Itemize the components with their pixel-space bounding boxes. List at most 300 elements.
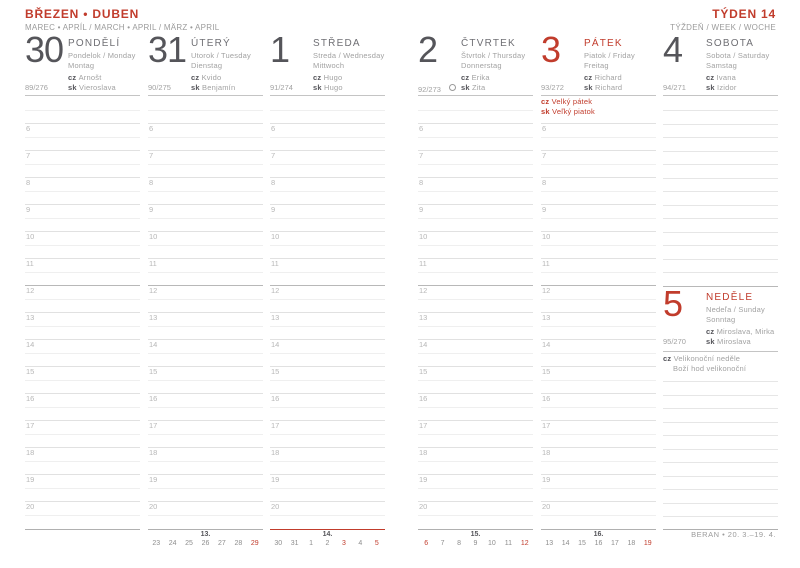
mini-calendar-week-label: 15. — [470, 531, 481, 538]
half-hour-line — [418, 353, 533, 354]
hour-label: 11 — [419, 259, 427, 268]
hour-line — [418, 420, 533, 421]
half-hour-line — [25, 218, 140, 219]
hour-label: 16 — [149, 394, 158, 403]
half-hour-line — [270, 353, 385, 354]
hour-line — [418, 258, 533, 259]
hour-line — [25, 231, 140, 232]
half-hour-line — [25, 380, 140, 381]
hour-line — [270, 231, 385, 232]
nameday-prefix: cz — [584, 73, 595, 82]
half-hour-line — [270, 110, 385, 111]
hour-label: 16 — [271, 394, 280, 403]
note-line — [663, 137, 778, 138]
hour-label: 17 — [271, 421, 280, 430]
note-line — [663, 164, 778, 165]
hour-line — [148, 177, 263, 178]
hour-line — [148, 420, 263, 421]
nameday-prefix: sk — [706, 83, 718, 92]
hour-label: 8 — [26, 178, 31, 187]
mini-calendar-day: 3 — [341, 540, 346, 547]
half-hour-line — [148, 380, 263, 381]
hour-line — [148, 123, 263, 124]
note-line — [663, 218, 778, 219]
half-hour-line — [541, 488, 656, 489]
mini-calendar-day: 12 — [520, 540, 529, 547]
hour-label: 12 — [542, 286, 551, 295]
holiday-name: Velikonoční neděle — [673, 354, 741, 363]
nameday-prefix: cz — [706, 73, 717, 82]
hour-label: 7 — [26, 151, 31, 160]
nameday-row — [313, 74, 342, 83]
day-header-divider — [25, 95, 140, 96]
holiday-label — [673, 365, 746, 374]
hour-label: 9 — [419, 205, 424, 214]
nameday-prefix: sk — [313, 83, 325, 92]
hour-label: 13 — [149, 313, 158, 322]
holiday-label — [663, 355, 740, 364]
nameday-name: Arnošt — [78, 73, 102, 82]
day-name-intl: Piatok / Friday — [584, 51, 635, 60]
half-hour-line — [25, 515, 140, 516]
hour-line — [148, 366, 263, 367]
hour-label: 19 — [149, 475, 158, 484]
hour-label: 8 — [149, 178, 154, 187]
hour-line — [418, 312, 533, 313]
half-hour-line — [270, 245, 385, 246]
day-name: PÁTEK — [584, 38, 623, 49]
hour-label: 18 — [26, 448, 35, 457]
hour-label: 8 — [419, 178, 424, 187]
half-hour-line — [25, 488, 140, 489]
hour-line — [25, 150, 140, 151]
hour-label: 14 — [26, 340, 35, 349]
hour-label: 11 — [271, 259, 279, 268]
nameday-prefix: sk — [68, 83, 80, 92]
hour-label: 6 — [542, 124, 547, 133]
hour-line — [541, 231, 656, 232]
hour-label: 15 — [419, 367, 428, 376]
day-number: 30 — [25, 29, 64, 70]
half-hour-line — [148, 461, 263, 462]
hour-label: 9 — [271, 205, 276, 214]
hour-label: 6 — [419, 124, 424, 133]
mini-calendar-day: 23 — [152, 540, 161, 547]
mini-calendar-day: 16 — [594, 540, 603, 547]
half-hour-line — [148, 272, 263, 273]
half-hour-line — [148, 407, 263, 408]
day-name-german: Montag — [68, 61, 95, 70]
nameday-name: Benjamín — [202, 83, 236, 92]
hour-line — [541, 204, 656, 205]
hour-line — [418, 231, 533, 232]
hour-label: 20 — [271, 502, 280, 511]
half-hour-line — [418, 245, 533, 246]
hour-line — [148, 231, 263, 232]
note-line — [663, 489, 778, 490]
day-header-divider — [541, 95, 656, 96]
mini-calendar-day: 18 — [627, 540, 636, 547]
mini-calendar-day: 24 — [168, 540, 177, 547]
half-hour-line — [270, 434, 385, 435]
hour-line — [148, 258, 263, 259]
hour-label: 17 — [26, 421, 35, 430]
hour-line — [148, 474, 263, 475]
half-hour-line — [541, 326, 656, 327]
day-name-german: Donnerstag — [461, 61, 502, 70]
week-subtitle: TÝŽDEŇ / WEEK / WOCHE — [670, 23, 776, 32]
hour-line — [418, 447, 533, 448]
half-hour-line — [418, 137, 533, 138]
day-header-divider — [270, 95, 385, 96]
hour-label: 15 — [542, 367, 551, 376]
mini-calendar-day: 1 — [309, 540, 313, 547]
day-of-year: 90/275 — [148, 83, 171, 92]
hour-line — [25, 366, 140, 367]
nameday-name: Zita — [472, 83, 486, 92]
half-hour-line — [418, 272, 533, 273]
mini-calendar-day: 17 — [611, 540, 619, 547]
nameday-name: Richard — [594, 73, 622, 82]
day-name-german: Samstag — [706, 61, 737, 70]
mini-calendar-day: 25 — [185, 540, 193, 547]
hour-line — [25, 204, 140, 205]
half-hour-line — [418, 110, 533, 111]
hour-label: 19 — [271, 475, 280, 484]
nameday-row — [461, 74, 490, 83]
hour-label: 14 — [419, 340, 428, 349]
hour-label: 15 — [271, 367, 280, 376]
half-hour-line — [148, 245, 263, 246]
mini-calendar-day: 28 — [234, 540, 243, 547]
day-number: 1 — [270, 29, 290, 70]
nameday-row — [706, 338, 751, 347]
half-hour-line — [148, 353, 263, 354]
half-hour-line — [148, 191, 263, 192]
hour-line — [418, 339, 533, 340]
note-line — [663, 245, 778, 246]
half-hour-line — [418, 191, 533, 192]
half-hour-line — [148, 326, 263, 327]
month-subtitle: MAREC • APRÍL / MARCH • APRIL / MÄRZ • APRIL — [25, 23, 220, 32]
hour-label: 17 — [542, 421, 551, 430]
note-line — [663, 205, 778, 206]
day-header-divider — [663, 95, 778, 96]
nameday-prefix: cz — [313, 73, 324, 82]
hour-line — [541, 339, 656, 340]
note-line — [663, 422, 778, 423]
hour-label: 13 — [419, 313, 428, 322]
hour-label: 7 — [271, 151, 276, 160]
note-line — [663, 516, 778, 517]
week-title: TÝDEN 14 — [712, 7, 776, 21]
day-name-intl: Nedeľa / Sunday — [706, 305, 765, 314]
hour-label: 20 — [419, 502, 428, 511]
day-number: 2 — [418, 29, 438, 70]
half-hour-line — [270, 191, 385, 192]
nameday-row — [584, 84, 622, 93]
hour-line — [25, 447, 140, 448]
hour-line — [148, 312, 263, 313]
nameday-row — [313, 84, 343, 93]
half-hour-line — [270, 488, 385, 489]
half-hour-line — [541, 380, 656, 381]
half-hour-line — [541, 137, 656, 138]
half-hour-line — [418, 461, 533, 462]
half-hour-line — [25, 272, 140, 273]
hour-line — [270, 339, 385, 340]
hour-line — [418, 501, 533, 502]
day-of-year: 89/276 — [25, 83, 48, 92]
half-hour-line — [270, 272, 385, 273]
half-hour-line — [541, 272, 656, 273]
day-number: 5 — [663, 283, 683, 324]
nameday-prefix: cz — [191, 73, 202, 82]
mini-calendar-day: 14 — [561, 540, 570, 547]
half-hour-line — [270, 515, 385, 516]
hour-line — [148, 204, 263, 205]
mini-calendar-day: 29 — [250, 540, 259, 547]
half-hour-line — [25, 407, 140, 408]
day-name: STŘEDA — [313, 38, 361, 49]
note-line — [663, 503, 778, 504]
hour-line — [541, 177, 656, 178]
day-name-german: Freitag — [584, 61, 609, 70]
mini-calendar-day: 27 — [218, 540, 226, 547]
day-name: SOBOTA — [706, 38, 755, 49]
hour-label: 19 — [26, 475, 35, 484]
day-name: NEDĚLE — [706, 292, 754, 303]
hour-label: 10 — [542, 232, 551, 241]
day-name-german: Mittwoch — [313, 61, 345, 70]
hour-line — [148, 501, 263, 502]
day-of-year: 95/270 — [663, 337, 686, 346]
hour-line — [270, 366, 385, 367]
mini-calendar-day: 10 — [488, 540, 496, 547]
half-hour-line — [25, 245, 140, 246]
day-header-divider — [663, 351, 778, 352]
hour-label: 18 — [542, 448, 551, 457]
half-hour-line — [418, 380, 533, 381]
holiday-prefix: cz — [541, 97, 552, 106]
half-hour-line — [418, 164, 533, 165]
hour-label: 12 — [26, 286, 35, 295]
hour-label: 15 — [149, 367, 158, 376]
hour-label: 19 — [419, 475, 428, 484]
hour-line — [418, 285, 533, 286]
moon-phase-icon — [449, 84, 456, 91]
half-hour-line — [541, 299, 656, 300]
nameday-prefix: sk — [584, 83, 596, 92]
holiday-label — [541, 108, 595, 117]
day-name: PONDĚLÍ — [68, 38, 121, 49]
half-hour-line — [148, 110, 263, 111]
hour-line — [25, 312, 140, 313]
half-hour-line — [418, 488, 533, 489]
nameday-name: Ivana — [716, 73, 736, 82]
mini-calendar-day: 15 — [578, 540, 586, 547]
hour-label: 18 — [271, 448, 280, 457]
hour-label: 20 — [542, 502, 551, 511]
note-line — [663, 381, 778, 382]
day-number: 4 — [663, 29, 683, 70]
note-line — [663, 435, 778, 436]
hour-label: 7 — [419, 151, 424, 160]
hour-line — [270, 123, 385, 124]
column-bottom-line — [541, 529, 656, 530]
note-line — [663, 449, 778, 450]
half-hour-line — [418, 515, 533, 516]
column-bottom-line — [25, 529, 140, 530]
nameday-name: Vieroslava — [79, 83, 116, 92]
day-header-divider — [148, 95, 263, 96]
half-hour-line — [541, 164, 656, 165]
mini-calendar-week-label: 14. — [322, 531, 333, 538]
half-hour-line — [25, 353, 140, 354]
mini-calendar-day: 4 — [358, 540, 363, 547]
hour-label: 10 — [149, 232, 158, 241]
half-hour-line — [270, 137, 385, 138]
hour-label: 6 — [271, 124, 276, 133]
hour-line — [541, 447, 656, 448]
hour-line — [148, 393, 263, 394]
mini-calendar-day: 9 — [473, 540, 478, 547]
half-hour-line — [148, 515, 263, 516]
half-hour-line — [270, 164, 385, 165]
hour-line — [25, 123, 140, 124]
nameday-name: Miroslava, Mirka — [716, 327, 775, 336]
half-hour-line — [418, 218, 533, 219]
nameday-row — [68, 74, 102, 83]
hour-line — [541, 285, 656, 286]
nameday-prefix: cz — [68, 73, 79, 82]
column-bottom-line — [148, 529, 263, 530]
hour-label: 19 — [542, 475, 551, 484]
note-line — [663, 259, 778, 260]
hour-line — [418, 123, 533, 124]
half-hour-line — [25, 299, 140, 300]
half-hour-line — [148, 488, 263, 489]
note-line — [663, 151, 778, 152]
nameday-row — [706, 328, 774, 337]
mini-calendar-day: 8 — [457, 540, 461, 547]
nameday-row — [191, 84, 235, 93]
hour-line — [25, 474, 140, 475]
hour-line — [25, 420, 140, 421]
hour-line — [418, 474, 533, 475]
hour-label: 15 — [26, 367, 35, 376]
hour-label: 7 — [149, 151, 154, 160]
nameday-row — [584, 74, 622, 83]
hour-label: 16 — [542, 394, 551, 403]
hour-line — [418, 177, 533, 178]
hour-label: 16 — [26, 394, 35, 403]
nameday-prefix: sk — [191, 83, 203, 92]
half-hour-line — [25, 434, 140, 435]
hour-label: 8 — [542, 178, 547, 187]
day-name-intl: Streda / Wednesday — [313, 51, 385, 60]
hour-line — [148, 447, 263, 448]
day-header-divider — [418, 95, 533, 96]
hour-line — [270, 150, 385, 151]
hour-label: 10 — [26, 232, 35, 241]
day-of-year: 91/274 — [270, 83, 293, 92]
half-hour-line — [148, 434, 263, 435]
mini-calendar-day: 26 — [201, 540, 210, 547]
hour-label: 13 — [542, 313, 551, 322]
mini-calendar-day: 11 — [504, 540, 512, 547]
hour-label: 18 — [419, 448, 428, 457]
hour-line — [25, 285, 140, 286]
half-hour-line — [418, 299, 533, 300]
half-hour-line — [25, 110, 140, 111]
hour-line — [25, 393, 140, 394]
hour-label: 12 — [271, 286, 280, 295]
hour-label: 9 — [542, 205, 547, 214]
hour-label: 16 — [419, 394, 428, 403]
mini-calendar-day: 30 — [274, 540, 283, 547]
nameday-name: Hugo — [324, 83, 343, 92]
nameday-name: Kvido — [201, 73, 222, 82]
hour-line — [25, 501, 140, 502]
mini-calendar-day: 2 — [325, 540, 330, 547]
nameday-row — [68, 84, 116, 93]
half-hour-line — [418, 434, 533, 435]
note-line — [663, 408, 778, 409]
half-hour-line — [541, 353, 656, 354]
half-hour-line — [418, 407, 533, 408]
hour-line — [270, 204, 385, 205]
hour-label: 9 — [149, 205, 154, 214]
day-number: 3 — [541, 29, 561, 70]
half-hour-line — [541, 461, 656, 462]
half-hour-line — [25, 461, 140, 462]
day-name-german: Dienstag — [191, 61, 223, 70]
hour-line — [270, 501, 385, 502]
hour-line — [541, 312, 656, 313]
nameday-row — [461, 84, 485, 93]
column-bottom-line — [663, 529, 778, 530]
half-hour-line — [270, 380, 385, 381]
note-line — [663, 191, 778, 192]
hour-label: 14 — [542, 340, 551, 349]
hour-line — [541, 258, 656, 259]
hour-label: 10 — [419, 232, 428, 241]
nameday-row — [706, 74, 736, 83]
holiday-name: Veľký piatok — [552, 106, 595, 116]
hour-line — [270, 312, 385, 313]
holiday-prefix: cz — [663, 354, 674, 363]
nameday-prefix: cz — [706, 327, 717, 336]
day-of-year: 93/272 — [541, 83, 564, 92]
hour-label: 17 — [419, 421, 428, 430]
hour-line — [148, 339, 263, 340]
half-hour-line — [25, 191, 140, 192]
note-line — [663, 178, 778, 179]
hour-line — [270, 258, 385, 259]
day-name: ČTVRTEK — [461, 38, 516, 49]
day-name-german: Sonntag — [706, 315, 736, 324]
holiday-name: Boží hod velikonoční — [673, 363, 747, 373]
nameday-name: Hugo — [323, 73, 343, 82]
mini-calendar-week-label: 13. — [200, 531, 211, 538]
half-hour-line — [148, 137, 263, 138]
hour-label: 14 — [149, 340, 158, 349]
half-hour-line — [541, 434, 656, 435]
note-line — [663, 110, 778, 111]
day-name-intl: Utorok / Tuesday — [191, 51, 251, 60]
hour-line — [270, 177, 385, 178]
